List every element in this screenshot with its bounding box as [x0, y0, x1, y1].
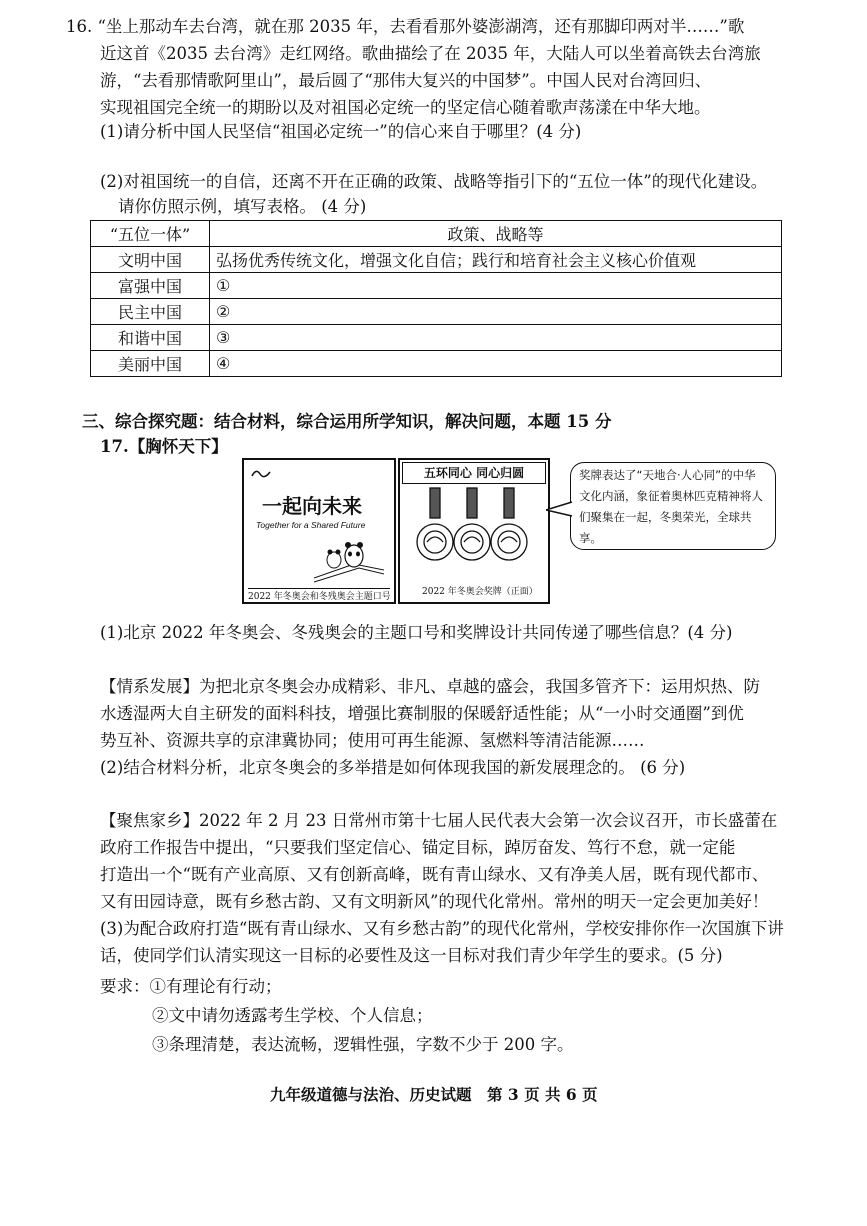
table-cell-blank[interactable]: ④	[210, 351, 782, 377]
winter-olympics-emblem-icon	[250, 466, 274, 480]
qingxi-line-1: 【情系发展】为把北京冬奥会办成精彩、非凡、卓越的盛会，我国多管齐下：运用炽热、防	[100, 677, 760, 696]
slogan-caption: 2022 年冬奥会和冬残奥会主题口号	[248, 588, 390, 602]
table-cell: 民主中国	[91, 299, 210, 325]
jujiao-line-1: 【聚焦家乡】2022 年 2 月 23 日常州市第十七届人民代表大会第一次会议召开，市长盛蕾在	[100, 811, 778, 830]
medals-icon	[400, 484, 544, 580]
qingxi-line-2: 水透湿两大自主研发的面料科技，增强比赛制服的保暖舒适性能；从“一小时交通圈”到优	[100, 704, 744, 723]
q16-line-1: 16. “坐上那动车去台湾，就在那 2035 年，去看看那外婆澎湖湾，还有那脚印两对半……”歌	[66, 17, 745, 36]
requirement-1: 要求：①有理论有行动；	[100, 977, 282, 996]
table-header: 政策、战略等	[210, 221, 782, 247]
table-cell-blank[interactable]: ②	[210, 299, 782, 325]
table-cell-blank[interactable]: ①	[210, 273, 782, 299]
page-footer: 九年级道德与法治、历史试题 第 3 页 共 6 页	[270, 1085, 598, 1104]
q16-sub2-line2: 请你仿照示例，填写表格。 (4 分)	[118, 197, 367, 216]
table-header-row	[91, 221, 782, 247]
table-cell: 和谐中国	[91, 325, 210, 351]
medal-figure	[398, 458, 550, 604]
q16-line-4: 实现祖国完全统一的期盼以及对祖国必定统一的坚定信心随着歌声荡漾在中华大地。	[100, 98, 711, 117]
table-row	[91, 299, 782, 325]
jujiao-line-3: 打造出一个“既有产业高原、又有创新高峰，既有青山绿水、又有净美人居，既有现代都市、	[100, 865, 769, 884]
panda-mascot-icon	[314, 534, 384, 584]
table-cell: 富强中国	[91, 273, 210, 299]
q17-title: 17.【胸怀天下】	[100, 437, 228, 456]
q16-sub1: (1)请分析中国人民坚信“祖国必定统一”的信心来自于哪里？(4 分)	[100, 122, 582, 141]
table-cell-blank[interactable]: ③	[210, 325, 782, 351]
jujiao-line-2: 政府工作报告中提出，“只要我们坚定信心、锚定目标，踔厉奋发、笃行不怠，就一定能	[100, 838, 736, 857]
slogan-poster	[242, 458, 396, 604]
table-cell: 美丽中国	[91, 351, 210, 377]
table-cell: 文明中国	[91, 247, 210, 273]
table-row	[91, 325, 782, 351]
bubble-tail-icon	[546, 500, 574, 520]
qingxi-line-3: 势互补、资源共享的京津冀协同；使用可再生能源、氢燃料等清洁能源……	[100, 731, 645, 750]
table-row	[91, 273, 782, 299]
requirement-3: ③条理清楚，表达流畅，逻辑性强，字数不少于 200 字。	[152, 1035, 574, 1054]
jujiao-line-4: 又有田园诗意，既有乡愁古韵、又有文明新风”的现代化常州。常州的明天一定会更加美好！	[100, 892, 769, 911]
medal-caption: 2022 年冬奥会奖牌（正面）	[422, 587, 538, 597]
five-in-one-table	[90, 220, 782, 377]
q16-line-2: 近这首《2035 去台湾》走红网络。歌曲描绘了在 2035 年，大陆人可以坐着高铁去台湾旅	[100, 44, 761, 63]
table-row	[91, 247, 782, 273]
q17-sub2: (2)结合材料分析，北京冬奥会的多举措是如何体现我国的新发展理念的。 (6 分)	[100, 758, 686, 777]
table-cell: 弘扬优秀传统文化，增强文化自信；践行和培育社会主义核心价值观	[210, 247, 782, 273]
medal-banner: 五环同心 同心归圆	[402, 462, 546, 484]
q16-sub2-line1: (2)对祖国统一的自信，还离不开在正确的政策、战略等指引下的“五位一体”的现代化建设。	[100, 172, 768, 191]
q16-line-3: 游，“去看那情歌阿里山”，最后圆了“那伟大复兴的中国梦”。中国人民对台湾回归、	[100, 71, 712, 90]
table-row	[91, 351, 782, 377]
section-heading: 三、综合探究题：结合材料，综合运用所学知识，解决问题，本题 15 分	[82, 412, 612, 431]
medal-speech-bubble: 奖牌表达了“天地合·人心同”的中华文化内涵，象征着奥林匹克精神将人们聚集在一起，冬奥荣光，全球共享。	[570, 462, 776, 550]
table-header: “五位一体”	[91, 221, 210, 247]
requirement-2: ②文中请勿透露考生学校、个人信息；	[152, 1006, 433, 1025]
q17-sub3-line-2: 话，使同学们认清实现这一目标的必要性及这一目标对我们青少年学生的要求。(5 分)	[100, 946, 723, 965]
q17-sub3-line-1: (3)为配合政府打造“既有青山绿水、又有乡愁古韵”的现代化常州，学校安排你作一次国旗下讲	[100, 919, 784, 938]
q17-sub1: (1)北京 2022 年冬奥会、冬残奥会的主题口号和奖牌设计共同传递了哪些信息？(4 分)	[100, 623, 733, 642]
slogan-cn: 一起向未来	[262, 494, 362, 518]
slogan-en: Together for a Shared Future	[256, 520, 366, 530]
